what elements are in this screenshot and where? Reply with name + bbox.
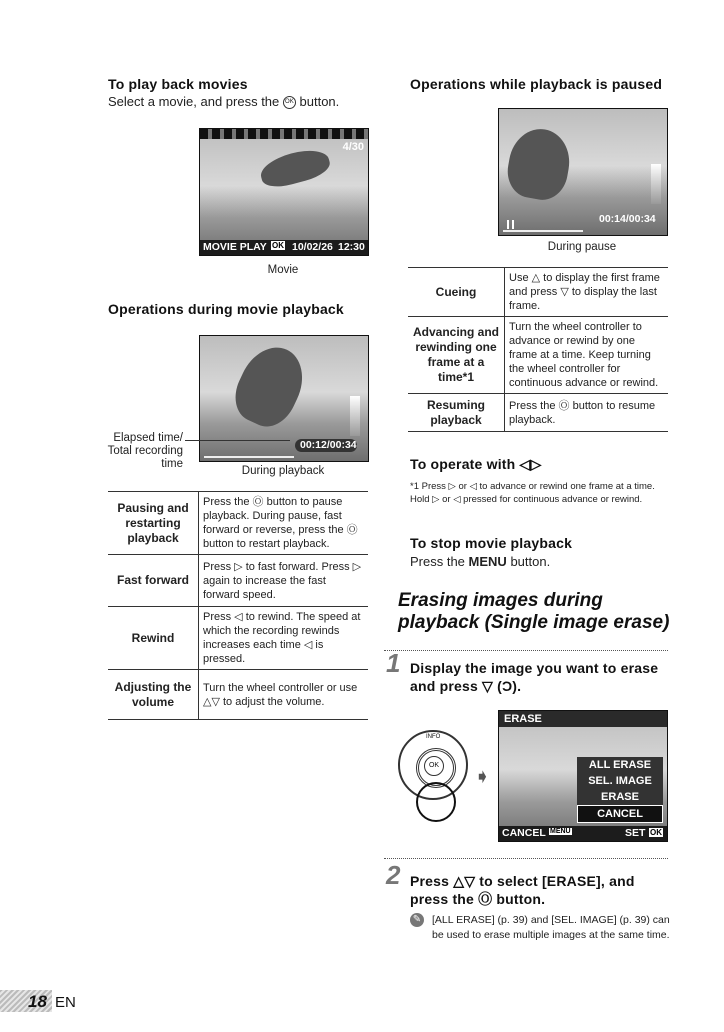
table-row <box>108 492 368 555</box>
movie-caption: Movie <box>267 264 299 276</box>
play-heading: To play back movies <box>108 76 248 92</box>
movie-date: 10/02/26 <box>292 241 333 253</box>
playback-screen <box>199 335 369 462</box>
arrow-right-icon: ➧ <box>474 766 491 788</box>
stop-text-b: button. <box>510 554 551 569</box>
ops-heading: Operations during movie playback <box>108 301 344 317</box>
ok-button: OK <box>424 756 444 776</box>
elapsed-label-3: time <box>161 458 183 470</box>
step-number: 2 <box>386 860 401 890</box>
menu-button-label: MENU <box>468 554 507 569</box>
status-bar <box>200 240 368 255</box>
dial-info: INFO <box>426 734 441 740</box>
row-key: Cueing <box>408 268 505 317</box>
operate-heading: To operate with ◁▷ <box>410 456 542 472</box>
volume-indicator <box>651 164 661 204</box>
erase-menu <box>577 757 663 823</box>
language-label: EN <box>55 994 76 1011</box>
movie-play-label: MOVIE PLAY <box>203 241 267 253</box>
step-number: 1 <box>386 648 401 678</box>
row-key: Pausing and restarting playback <box>108 492 199 555</box>
film-strip <box>200 129 368 139</box>
paused-time: 00:14/00:34 <box>599 213 656 225</box>
paused-ops-table <box>408 267 668 432</box>
time-pill <box>295 439 357 452</box>
elapsed-label-2: Total recording <box>107 445 183 457</box>
volume-indicator <box>350 396 360 436</box>
section-title-1: Erasing images during <box>398 590 603 611</box>
note-text: [ALL ERASE] (p. 39) and [SEL. IMAGE] (p. 39) can be used to erase multiple images at the same time. <box>432 914 670 941</box>
cancel-label: CANCEL <box>502 827 546 839</box>
play-instruction <box>108 94 339 109</box>
paused-heading: Operations while playback is paused <box>410 76 663 92</box>
movie-screen <box>199 128 369 256</box>
table-row <box>408 317 668 394</box>
progress-bar <box>503 230 583 232</box>
playback-time: 00:12/00:34 <box>300 439 357 451</box>
row-value: Press ▷ to fast forward. Press ▷ again to increase the fast forward speed. <box>203 560 362 601</box>
divider <box>384 858 668 859</box>
elapsed-label-1: Elapsed time/ <box>113 432 183 444</box>
row-key: Rewind <box>108 607 199 670</box>
row-key: Adjusting the volume <box>108 670 199 720</box>
pause-icon <box>507 220 514 229</box>
page-number: 18 <box>28 992 47 1011</box>
row-value: Press the Ⓞ button to resume playback. <box>509 399 656 426</box>
step1-text: Display the image you want to erase and press ▽ (Ɔ). <box>410 660 659 694</box>
row-key: Advancing and rewinding one frame at a time*1 <box>408 317 505 394</box>
menu-item[interactable]: ALL ERASE <box>588 759 652 771</box>
frame-counter: 4/30 <box>342 141 364 153</box>
table-row <box>108 670 368 720</box>
erase-screen <box>498 710 668 842</box>
row-value: Turn the wheel controller to advance or rewind by one frame at a time. Keep turning the wheel controller for continuous advance or rewind. <box>509 321 659 389</box>
menu-badge: MENU <box>550 828 571 835</box>
play-text-a: Select a movie, and press the <box>108 94 280 109</box>
note-icon: ✎ <box>410 913 424 927</box>
table-row <box>408 394 668 432</box>
menu-item[interactable]: ERASE <box>601 791 639 803</box>
table-row <box>408 268 668 317</box>
erase-title-bar <box>499 711 667 727</box>
play-text-b: button. <box>299 94 340 109</box>
movie-time: 12:30 <box>338 241 365 253</box>
leader-line <box>185 440 290 441</box>
progress-bar <box>204 456 294 458</box>
set-label: SET <box>625 827 646 839</box>
stop-text-a: Press the <box>410 554 465 569</box>
section-title <box>398 590 669 634</box>
erase-title: ERASE <box>504 713 542 725</box>
row-key: Resuming playback <box>408 394 505 432</box>
paused-screen <box>498 108 668 236</box>
divider <box>384 650 668 651</box>
ok-button-icon: OK <box>283 96 296 109</box>
row-value: Press ◁ to rewind. The speed at which the recording rewinds increases each time ◁ is pressed. <box>203 611 361 665</box>
footnote: *1 Press ▷ or ◁ to advance or rewind one frame at a time. Hold ▷ or ◁ pressed for continuous advance or rewind. <box>410 481 655 505</box>
table-row <box>108 607 368 670</box>
ok-badge: OK <box>272 241 284 250</box>
ok-badge: OK <box>650 828 662 837</box>
elapsed-label <box>91 432 183 471</box>
table-row <box>108 555 368 607</box>
erase-status-bar <box>499 826 667 841</box>
playback-ops-table <box>108 491 368 720</box>
row-value: Turn the wheel controller or use △▽ to adjust the volume. <box>203 681 358 708</box>
stop-instruction <box>410 554 550 569</box>
row-key: Fast forward <box>108 555 199 607</box>
menu-item[interactable]: SEL. IMAGE <box>588 775 652 787</box>
menu-item-selected[interactable]: CANCEL <box>577 805 663 823</box>
paused-caption: During pause <box>547 241 617 253</box>
row-value: Use △ to display the first frame and press ▽ to display the last frame. <box>509 272 660 312</box>
highlight-circle <box>416 782 456 822</box>
playback-caption: During playback <box>241 465 325 477</box>
section-title-2: playback (Single image erase) <box>398 612 670 633</box>
step2-text: Press △▽ to select [ERASE], and press the Ⓞ button. <box>410 873 635 907</box>
stop-heading: To stop movie playback <box>410 535 573 551</box>
row-value: Press the Ⓞ button to pause playback. During pause, fast forward or reverse, press the Ⓞ button to restart playback. <box>203 496 358 550</box>
